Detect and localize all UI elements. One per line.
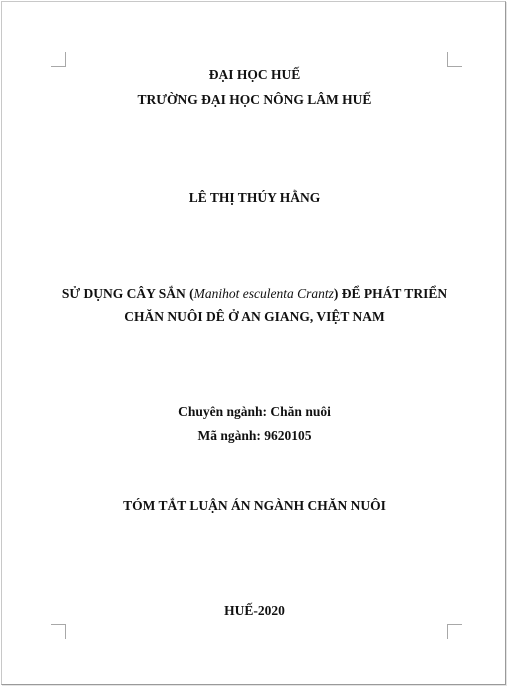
crop-mark-top-right (447, 52, 462, 67)
title-species-name: Manihot esculenta Crantz (193, 286, 334, 301)
crop-mark-bottom-left (51, 624, 66, 639)
author-name: LÊ THỊ THÚY HẰNG (188, 190, 321, 205)
university-name: ĐẠI HỌC HUẾ (208, 67, 301, 82)
crop-mark-top-left (51, 52, 66, 67)
title-text-part-1: SỬ DỤNG CÂY SẮN ( (61, 286, 194, 301)
thesis-title-line-2: CHĂN NUÔI DÊ Ở AN GIANG, VIỆT NAM (124, 309, 385, 324)
document-page (1, 1, 506, 685)
major-code: Mã ngành: 9620105 (197, 428, 312, 443)
thesis-title-line-1 (2, 286, 507, 302)
place-year: HUẾ-2020 (224, 603, 285, 618)
crop-mark-bottom-right (447, 624, 462, 639)
school-name: TRƯỜNG ĐẠI HỌC NÔNG LÂM HUẾ (137, 92, 372, 107)
document-type: TÓM TẮT LUẬN ÁN NGÀNH CHĂN NUÔI (123, 498, 386, 513)
major-label: Chuyên ngành: Chăn nuôi (178, 404, 331, 419)
title-text-part-2: ) ĐỂ PHÁT TRIỂN (333, 286, 448, 301)
